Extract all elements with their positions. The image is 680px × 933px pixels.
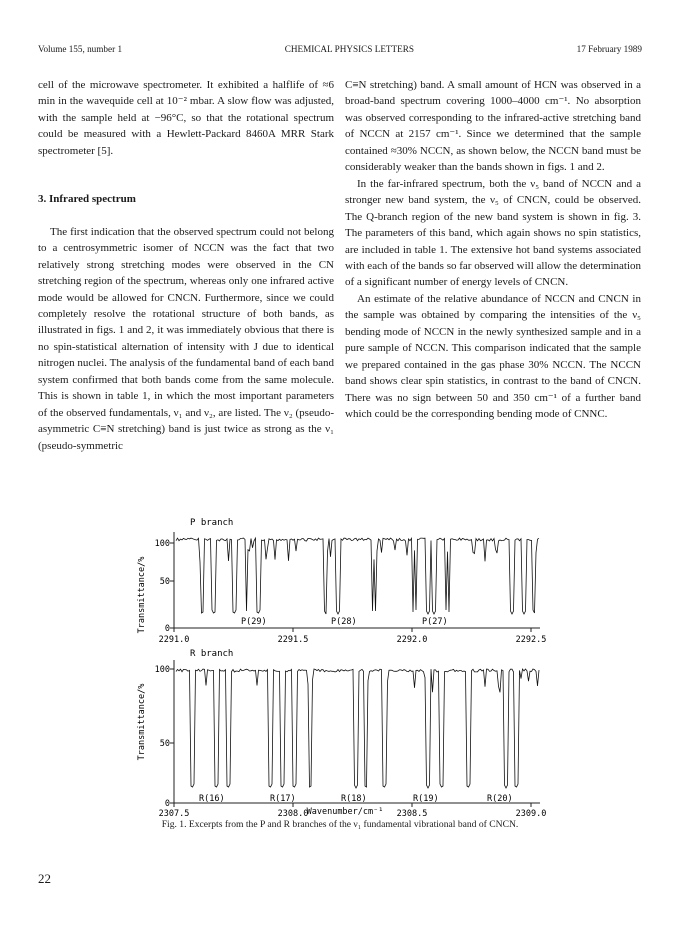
right-column	[345, 77, 641, 423]
top-x-tick-3: 2292.0	[396, 635, 428, 645]
top-y-tick-50: 50	[159, 577, 170, 587]
top-panel-title: P branch	[190, 518, 234, 528]
line-label-r17: R(17)	[270, 794, 296, 804]
right-paragraph-2: In the far-infrared spectrum, both the ν₅ band of NCCN and a stronger new band system, the ν₅ of CNCN, could be observed. The Q-branch region of the new band system is shown in fig. 3. The parameters of this band, which again shows no spin statistics, are included in table 1. The extensive hot band systems associated with each of the bands so far observed will allow the determination of a significant number of energy levels of CNCN.	[345, 177, 641, 289]
right-paragraph-3: An estimate of the relative abundance of NCCN and CNCN in the sample was obtained by comparing the intensities of the ν₅ bending mode of NCCN in the newly synthesized sample and in a pure sample of NCCN. This comparison indicated that the sample we prepared contained in the gas phase 30% NCCN. The NCCN band shows clear spin statistics, in contrast to the band of CNCN. There was no sign between 50 and 350 cm⁻¹ of a further band which could be the corresponding bending mode of CNNC.	[345, 292, 641, 421]
bottom-x-tick-3: 2308.5	[396, 809, 428, 819]
top-panel	[137, 518, 546, 645]
top-spectrum-trace	[176, 538, 539, 614]
left-paragraph-1: cell of the microwave spectrometer. It exhibited a halflife of ≈6 min in the wavequide cell at 10⁻² mbar. A slow flow was adjusted, with the sample held at −96°C, so that the rotational spectrum could be measured with a Hewlett-Packard 8460A MRR Stark spectrometer [5].	[38, 79, 334, 157]
x-axis-label: Wavenumber/cm⁻¹	[306, 807, 384, 817]
top-y-tick-100: 100	[154, 539, 170, 549]
bottom-x-tick-2: 2308.0	[277, 809, 309, 819]
journal-title: CHEMICAL PHYSICS LETTERS	[284, 44, 415, 54]
line-label-p27: P(27)	[422, 617, 448, 627]
issue-date: 17 February 1989	[576, 44, 642, 54]
bottom-panel	[137, 649, 546, 819]
line-label-p28: P(28)	[331, 617, 357, 627]
top-x-tick-4: 2292.5	[515, 635, 547, 645]
line-label-r20: R(20)	[487, 794, 513, 804]
bottom-y-tick-0: 0	[164, 799, 170, 809]
bottom-y-tick-100: 100	[154, 665, 170, 675]
page-number: 22	[38, 871, 51, 886]
bottom-x-tick-4: 2309.0	[515, 809, 547, 819]
right-paragraph-1: C≡N stretching) band. A small amount of HCN was observed in a broad-band spectrum covering 1000–4000 cm⁻¹. No absorption was observed corresponding to the infrared-active stretching band of NCCN at 2157 cm⁻¹. Since we determined that the sample contained ≈30% NCCN, as shown below, the NCCN band must be considerably weaker than the bands shown in figs. 1 and 2.	[345, 79, 641, 174]
bottom-panel-ylabel: Transmittance/%	[137, 683, 147, 761]
left-paragraph-2: The first indication that the observed spectrum could not belong to a centrosymmetric isomer of NCCN was the fact that two relatively strong stretching modes were observed in the CN stretching region of the spectrum, whereas only one infrared active mode would be allowed for CNCN. Furthermore, since we could completely resolve the rotational structure of both bands, as illustrated in figs. 1 and 2, it was immediately obvious that there is no spin-statistical alternation of intensity with J due to identical nitrogen nuclei. The analysis of the fundamental band of each band system confirmed that both bands come from the same molecule. This is shown in table 1, in which the most important parameters of the observed fundamentals, ν₁ and ν₂, are listed. The ν₂ (pseudo-asymmetric C≡N stretching) band is just twice as strong as the ν₁ (pseudo-symmetric	[38, 225, 334, 452]
line-label-r19: R(19)	[413, 794, 439, 804]
top-panel-ylabel: Transmittance/%	[137, 556, 147, 634]
top-x-tick-1: 2291.0	[158, 635, 190, 645]
figure-1	[130, 510, 560, 840]
line-label-r16: R(16)	[199, 794, 225, 804]
left-column	[38, 77, 334, 454]
bottom-x-tick-1: 2307.5	[158, 809, 190, 819]
line-label-p29: P(29)	[241, 617, 267, 627]
running-header	[38, 44, 642, 58]
spectrum-plot	[130, 510, 560, 840]
volume-label: Volume 155, number 1	[38, 44, 123, 54]
top-y-tick-0: 0	[164, 624, 170, 634]
bottom-spectrum-trace	[176, 669, 539, 788]
figure-caption: Fig. 1. Excerpts from the P and R branches of the ν₁ fundamental vibrational band of CNCN.	[161, 819, 519, 830]
section-heading: 3. Infrared spectrum	[38, 193, 136, 206]
bottom-panel-title: R branch	[190, 649, 234, 659]
top-x-tick-2: 2291.5	[277, 635, 309, 645]
line-label-r18: R(18)	[341, 794, 367, 804]
bottom-y-tick-50: 50	[159, 739, 170, 749]
